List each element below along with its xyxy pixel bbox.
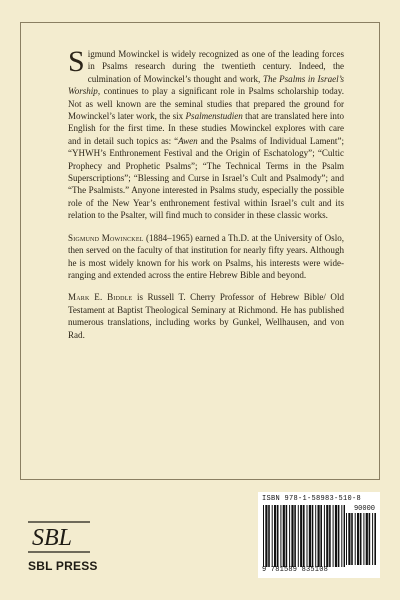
author-bio: Sigmund Mowinckel (1884–1965) earned a Th.D. at the University of Oslo, then served on the faculty of that institution for nearly fifty years. Although he is most widely known for his work on Psalms, his interests were wide-ranging and extended across the entire Hebrew Bible and beyond. bbox=[68, 232, 344, 280]
barcode-digits: 9 781589 835108 bbox=[262, 566, 329, 574]
back-cover-text bbox=[68, 45, 344, 341]
publisher-name: SBL PRESS bbox=[28, 559, 98, 573]
sbl-logo-mark-icon bbox=[26, 516, 106, 560]
isbn-barcode bbox=[258, 492, 380, 578]
price-code: 90000 bbox=[353, 505, 375, 513]
sbl-logo-letters: SBL bbox=[32, 525, 73, 551]
isbn-text: ISBN 978-1-58983-510-8 bbox=[262, 495, 362, 503]
dropcap-letter: S bbox=[68, 45, 85, 78]
barcode-bars-addon bbox=[346, 513, 376, 565]
translator-bio: Mark E. Biddle is Russell T. Cherry Professor of Hebrew Bible/ Old Testament at Baptist Theological Seminary at Richmond. He has published numerous translations, including works by Gunkel, Wellhausen, and von Rad. bbox=[68, 292, 344, 340]
description-paragraph: Sigmund Mowinckel is widely recognized as one of the leading forces in Psalms research during the twentieth century. Indeed, the culmination of Mowinckel’s thought and work, The Psalms in Israel’s Worship, continues to play a significant role in Psalms scholarship today. Not as well known are the seminal studies that prepared the ground for Mowinckel’s later work, the six Psalmenstudien that are translated here into English for the first time. In these studies Mowinckel explores with care and in detail such topics as: “Awen and the Psalms of Individual Lament”; “YHWH’s Enthronement Festival and the Origin of Eschatology”; “Cultic Prophecy and Prophetic Psalms”; “The Technical Terms in the Psalm Superscriptions”; “Blessing and Curse in Israel’s Cult and Psalmody”; and “The Psalmists.” Anyone interested in Psalms study, especially the possible role of the New Year’s enthronement festival within Israel’s cult and its relation to the Psalter, will find much to consider in these classic works. bbox=[68, 45, 344, 221]
translator-name: Mark E. Biddle bbox=[68, 292, 133, 303]
author-name: Sigmund Mowinckel bbox=[68, 232, 144, 243]
barcode-bars-main bbox=[263, 505, 345, 567]
